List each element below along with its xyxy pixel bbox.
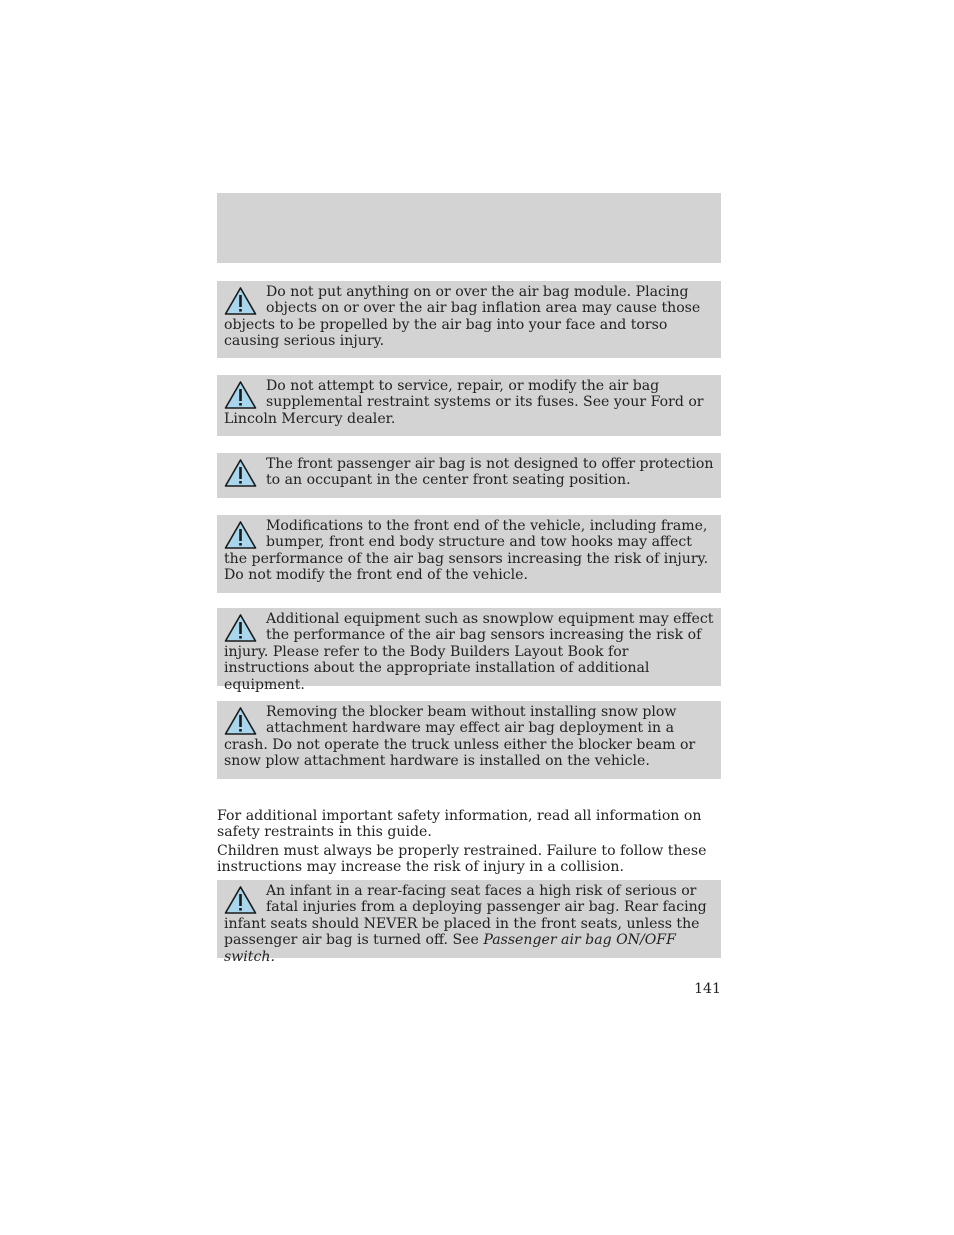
warning-text: Do not attempt to service, repair, or modify the air bag supplemental restraint systems or its fuses. See your Ford or Lincoln Mercury dealer. xyxy=(224,378,704,427)
warning-triangle-icon xyxy=(224,885,257,915)
cross-reference-link: Passenger air bag ON/OFF switch. xyxy=(224,932,676,965)
warning-text: Additional equipment such as snowplow equipment may effect the performance of the air bag sensors increasing the risk of injury. Please refer to the Body Builders Layout Book for instructions about the appropriate installation of additional equipment. xyxy=(224,611,714,693)
safety-info-paragraph: For additional important safety information, read all information on safety restraints in this guide. xyxy=(217,808,702,841)
warning-text: The front passenger air bag is not designed to offer protection to an occupant in the center front seating position. xyxy=(266,456,714,489)
infant-warning-text: An infant in a rear-facing seat faces a high risk of serious or fatal injuries from a deploying passenger air bag. Rear facing infant seats should NEVER be placed in the front seats, unless the passenger air bag is turned off. See xyxy=(224,883,707,949)
warning-text: Removing the blocker beam without installing snow plow attachment hardware may effect air bag deployment in a crash. Do not operate the truck unless either the blocker beam or snow plow attachment hardware is installed on the vehicle. xyxy=(224,704,696,770)
warning-triangle-icon xyxy=(224,458,257,488)
warning-box xyxy=(217,375,721,436)
warning-box xyxy=(217,453,721,498)
warning-text: Modifications to the front end of the vehicle, including frame, bumper, front end body structure and tow hooks may affect the performance of the air bag sensors increasing the risk of injury. Do not modify the front end of the vehicle. xyxy=(224,518,709,584)
warning-box xyxy=(217,701,721,779)
warning-triangle-icon xyxy=(224,520,257,550)
section-header-band xyxy=(217,193,721,263)
warning-box xyxy=(217,515,721,593)
warning-text xyxy=(224,883,714,965)
warning-triangle-icon xyxy=(224,613,257,643)
warning-triangle-icon xyxy=(224,380,257,410)
warning-text: Do not put anything on or over the air bag module. Placing objects on or over the air bag inflation area may cause those objects to be propelled by the air bag into your face and torso causing serious injury. xyxy=(224,284,701,350)
warning-triangle-icon xyxy=(224,706,257,736)
children-restraint-paragraph: Children must always be properly restrained. Failure to follow these instructions may increase the risk of injury in a collision. xyxy=(217,843,707,876)
warning-triangle-icon xyxy=(224,286,257,316)
infant-warning-box xyxy=(217,880,721,965)
warning-box xyxy=(217,281,721,358)
warning-box xyxy=(217,608,721,693)
page-number: 141 xyxy=(694,981,721,997)
